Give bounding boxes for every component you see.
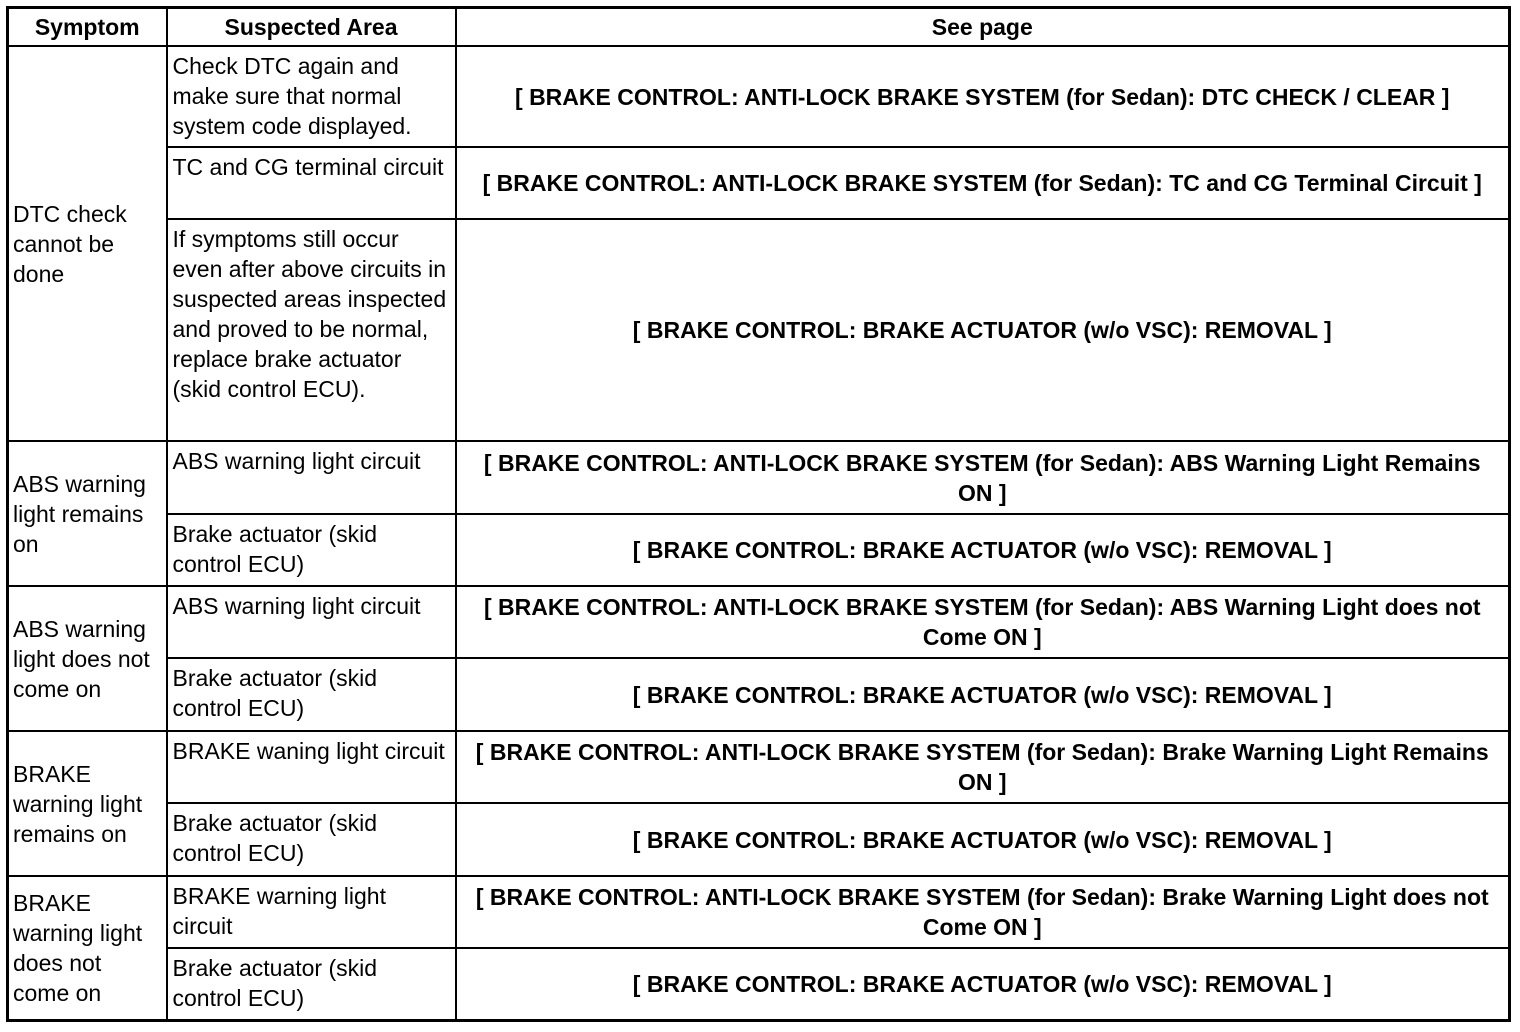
see-page-link[interactable]: [ BRAKE CONTROL: ANTI-LOCK BRAKE SYSTEM (for Sedan): ABS Warning Light does not Come ON ] (456, 586, 1510, 658)
table-row (8, 46, 1510, 147)
symptom-table (6, 6, 1511, 1022)
symptom-cell: ABS warning light remains on (8, 441, 167, 586)
suspected-area-cell: TC and CG terminal circuit (167, 147, 456, 219)
table-row (8, 586, 1510, 658)
table-row (8, 658, 1510, 731)
header-symptom: Symptom (8, 8, 167, 47)
table-row (8, 948, 1510, 1020)
symptom-table-container (6, 6, 1511, 1022)
suspected-area-cell: BRAKE waning light circuit (167, 731, 456, 803)
symptom-cell: DTC check cannot be done (8, 46, 167, 441)
suspected-area-cell: BRAKE warning light circuit (167, 876, 456, 948)
see-page-link[interactable]: [ BRAKE CONTROL: ANTI-LOCK BRAKE SYSTEM (for Sedan): DTC CHECK / CLEAR ] (456, 46, 1510, 147)
see-page-link[interactable]: [ BRAKE CONTROL: ANTI-LOCK BRAKE SYSTEM (for Sedan): TC and CG Terminal Circuit ] (456, 147, 1510, 219)
header-see-page: See page (456, 8, 1510, 47)
see-page-link[interactable]: [ BRAKE CONTROL: BRAKE ACTUATOR (w/o VSC): REMOVAL ] (456, 803, 1510, 876)
table-row (8, 514, 1510, 586)
suspected-area-cell: ABS warning light circuit (167, 586, 456, 658)
suspected-area-cell: If symptoms still occur even after above circuits in suspected areas inspected and proved to be normal, replace brake actuator (skid control ECU). (167, 219, 456, 441)
table-row (8, 441, 1510, 514)
table-row (8, 147, 1510, 219)
see-page-link[interactable]: [ BRAKE CONTROL: BRAKE ACTUATOR (w/o VSC): REMOVAL ] (456, 514, 1510, 586)
suspected-area-cell: Brake actuator (skid control ECU) (167, 948, 456, 1020)
see-page-link[interactable]: [ BRAKE CONTROL: BRAKE ACTUATOR (w/o VSC): REMOVAL ] (456, 219, 1510, 441)
suspected-area-cell: Brake actuator (skid control ECU) (167, 658, 456, 731)
symptom-cell: BRAKE warning light remains on (8, 731, 167, 876)
symptom-cell: ABS warning light does not come on (8, 586, 167, 731)
see-page-link[interactable]: [ BRAKE CONTROL: ANTI-LOCK BRAKE SYSTEM (for Sedan): Brake Warning Light Remains ON ] (456, 731, 1510, 803)
see-page-link[interactable]: [ BRAKE CONTROL: BRAKE ACTUATOR (w/o VSC): REMOVAL ] (456, 948, 1510, 1020)
symptom-cell: BRAKE warning light does not come on (8, 876, 167, 1020)
table-row (8, 876, 1510, 948)
see-page-link[interactable]: [ BRAKE CONTROL: ANTI-LOCK BRAKE SYSTEM (for Sedan): ABS Warning Light Remains ON ] (456, 441, 1510, 514)
see-page-link[interactable]: [ BRAKE CONTROL: ANTI-LOCK BRAKE SYSTEM (for Sedan): Brake Warning Light does not Come ON ] (456, 876, 1510, 948)
see-page-link[interactable]: [ BRAKE CONTROL: BRAKE ACTUATOR (w/o VSC): REMOVAL ] (456, 658, 1510, 731)
table-row (8, 803, 1510, 876)
table-row (8, 731, 1510, 803)
suspected-area-cell: ABS warning light circuit (167, 441, 456, 514)
suspected-area-cell: Brake actuator (skid control ECU) (167, 803, 456, 876)
header-row (8, 8, 1510, 47)
table-row (8, 219, 1510, 441)
suspected-area-cell: Brake actuator (skid control ECU) (167, 514, 456, 586)
suspected-area-cell: Check DTC again and make sure that normal system code displayed. (167, 46, 456, 147)
header-suspected-area: Suspected Area (167, 8, 456, 47)
